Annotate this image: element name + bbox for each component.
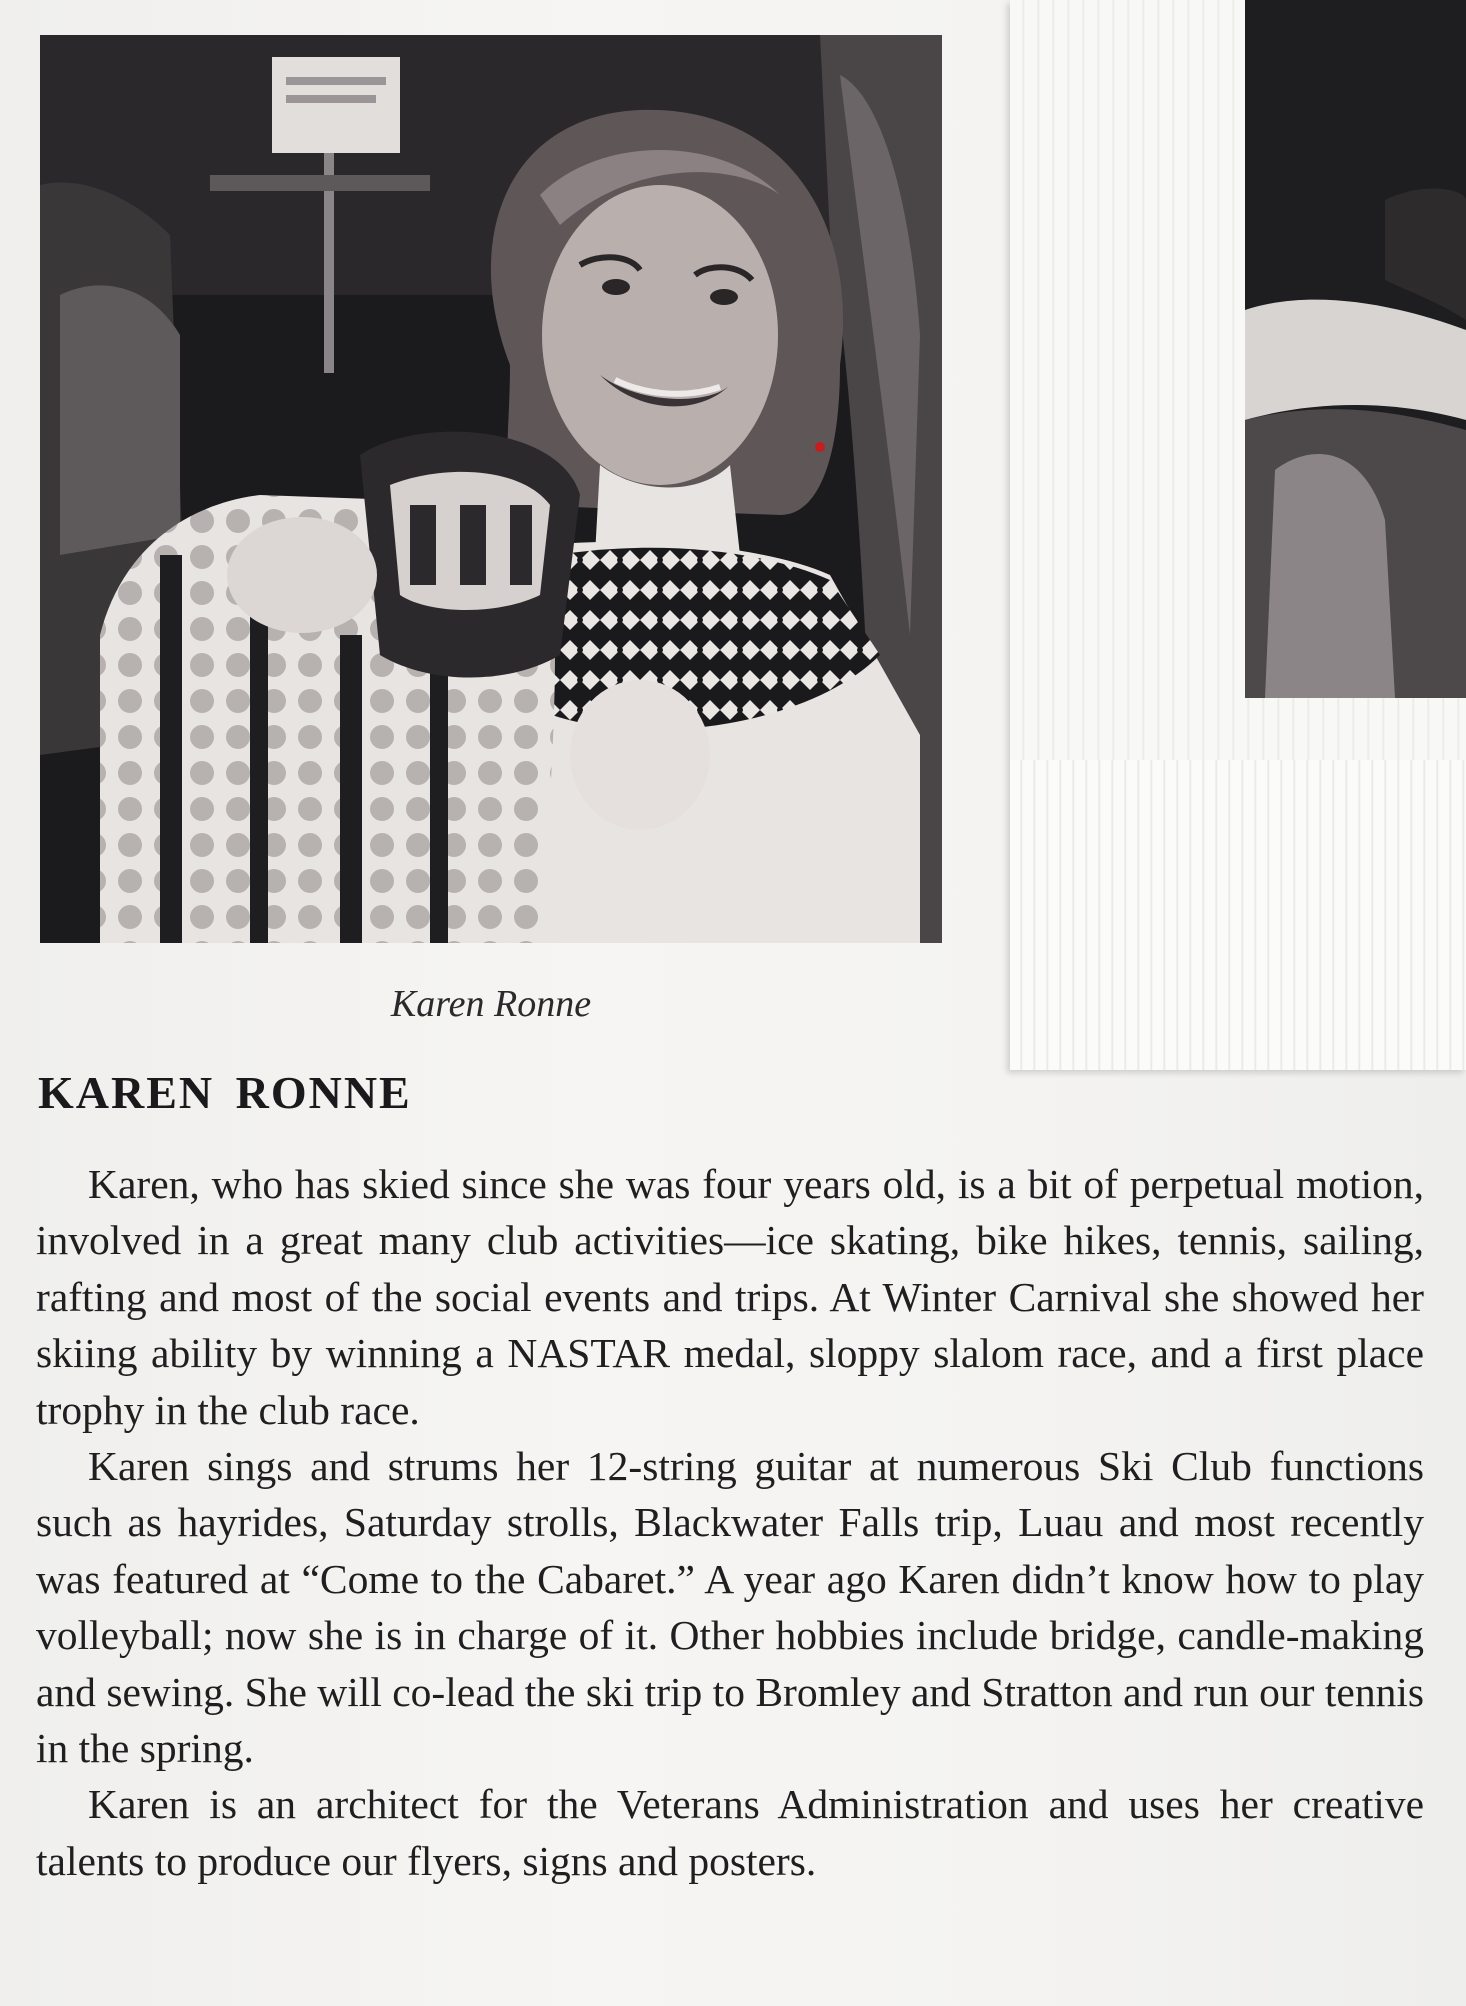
portrait-photo-image	[40, 35, 942, 943]
article-heading: KAREN RONNE	[38, 1067, 412, 1118]
portrait-photo	[40, 35, 942, 943]
paper-strip-lower	[1010, 760, 1466, 1070]
paragraph-1: Karen, who has skied since she was four years old, is a bit of perpetual motion, involved in a great many club activities—ice skating, bike hikes, tennis, sailing, rafting and most of the social events and trips. At Winter Carnival she showed her skiing ability by winning a NASTAR medal, sloppy slalom race, and a first place trophy in the club race.	[36, 1161, 1424, 1433]
side-photo-partial	[1245, 0, 1466, 698]
side-photo-image	[1245, 0, 1466, 698]
photo-caption: Karen Ronne	[390, 983, 592, 1025]
paragraph-2: Karen sings and strums her 12-string guitar at numerous Ski Club functions such as hayrides, Saturday strolls, Blackwater Falls trip, Luau and most recently was featured at “Come to the Cabaret.” A year ago Karen didn’t know how to play volleyball; now she is in charge of it. Other hobbies include bridge, candle-making and sewing. She will co-lead the ski trip to Bromley and Stratton and run our tennis in the spring.	[36, 1443, 1424, 1772]
article-body	[36, 1156, 1424, 1889]
paragraph-3: Karen is an architect for the Veterans Administration and uses her creative talents to produce our flyers, signs and posters.	[36, 1781, 1424, 1884]
